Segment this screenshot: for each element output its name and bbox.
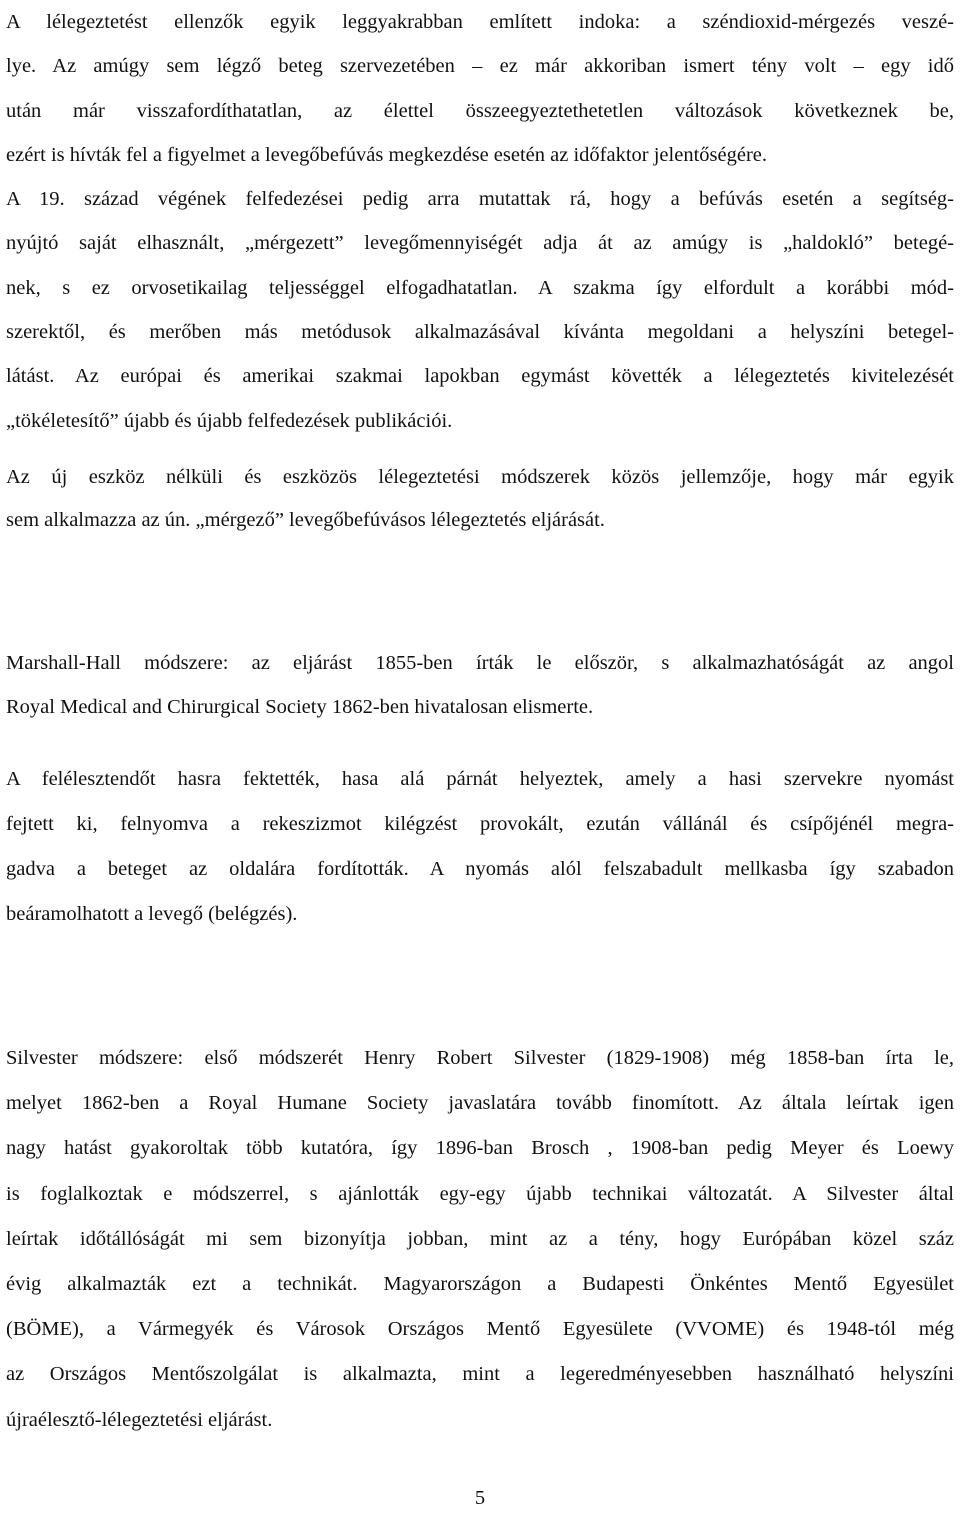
- text-line: Silvester módszere: első módszerét Henry Robert Silvester (1829-1908) még 1858-ban írta le,: [6, 1047, 954, 1069]
- text-line: az Országos Mentőszolgálat is alkalmazta, mint a legeredményesebben használható helyszíni: [6, 1363, 954, 1386]
- text-line: Royal Medical and Chirurgical Society 1862-ben hivatalosan elismerte.: [6, 696, 594, 718]
- text-line: újraélesztő-lélegeztetési eljárást.: [6, 1408, 273, 1431]
- text-line: nek, s ez orvosetikailag teljességgel elfogadhatatlan. A szakma így elfordult a korábbi mód-: [6, 276, 954, 299]
- text-line: gadva a beteget az oldalára fordították. A nyomás alól felszabadult mellkasba így szabadon: [6, 858, 954, 880]
- text-line: „tökéletesítő” újabb és újabb felfedezések publikációi.: [6, 409, 453, 432]
- paragraph-carbon-dioxide-objection: [6, 0, 954, 443]
- text-line: ezért is hívták fel a figyelmet a levegőbefúvás megkezdése esetén az időfaktor jelentőségére.: [6, 143, 767, 166]
- paragraph-marshall-hall-procedure: [6, 757, 954, 937]
- text-line: sem alkalmazza az ún. „mérgező” levegőbefúvásos lélegeztetés eljárását.: [6, 509, 605, 531]
- text-line: szerektől, és merőben más metódusok alkalmazásával kívánta megoldani a helyszíni betegel-: [6, 321, 954, 344]
- text-line: lye. Az amúgy sem légző beteg szervezetében – ez már akkoriban ismert tény volt – egy idő: [6, 55, 954, 78]
- text-line: beáramolhatott a levegő (belégzés).: [6, 903, 298, 925]
- text-line: leírtak időtállóságát mi sem bizonyítja jobban, mint az a tény, hogy Európában közel száz: [6, 1227, 954, 1250]
- text-line: után már visszafordíthatatlan, az élettel összeegyeztethetetlen változások következnek be,: [6, 99, 954, 122]
- paragraph-silvester-method: [6, 1036, 954, 1443]
- text-line: (BÖME), a Vármegyék és Városok Országos Mentő Egyesülete (VVOME) és 1948-tól még: [6, 1318, 954, 1341]
- text-line: nagy hatást gyakoroltak több kutatóra, így 1896-ban Brosch , 1908-ban pedig Meyer és Loewy: [6, 1137, 954, 1160]
- text-line: nyújtó saját elhasznált, „mérgezett” levegőmennyiségét adja át az amúgy is „haldokló” betegé-: [6, 232, 954, 255]
- page-number: 5: [474, 1487, 486, 1509]
- text-line: látást. Az európai és amerikai szakmai lapokban egymást követték a lélegeztetés kivitelezését: [6, 365, 954, 388]
- text-line: A felélesztendőt hasra fektették, hasa alá párnát helyeztek, amely a hasi szervekre nyomást: [6, 768, 954, 790]
- paragraph-new-methods: [6, 456, 954, 542]
- text-line: fejtett ki, felnyomva a rekeszizmot kilégzést provokált, ezután vállánál és csípőjénél megra-: [6, 813, 954, 835]
- text-line: Marshall-Hall módszere: az eljárást 1855-ben írták le először, s alkalmazhatóságát az angol: [6, 652, 954, 674]
- text-line: melyet 1862-ben a Royal Humane Society javaslatára tovább finomított. Az általa leírtak igen: [6, 1092, 954, 1115]
- text-line: A lélegeztetést ellenzők egyik leggyakrabban említett indoka: a széndioxid-mérgezés veszé-: [6, 11, 954, 33]
- text-line: A 19. század végének felfedezései pedig arra mutattak rá, hogy a befúvás esetén a segítség-: [6, 188, 954, 211]
- text-line: évig alkalmazták ezt a technikát. Magyarországon a Budapesti Önkéntes Mentő Egyesület: [6, 1272, 954, 1295]
- text-line: is foglalkoztak e módszerrel, s ajánlották egy-egy újabb technikai változatát. A Silvester által: [6, 1182, 954, 1205]
- text-line: Az új eszköz nélküli és eszközös lélegeztetési módszerek közös jellemzője, hogy már egyik: [6, 466, 954, 488]
- paragraph-marshall-hall-method: [6, 641, 954, 729]
